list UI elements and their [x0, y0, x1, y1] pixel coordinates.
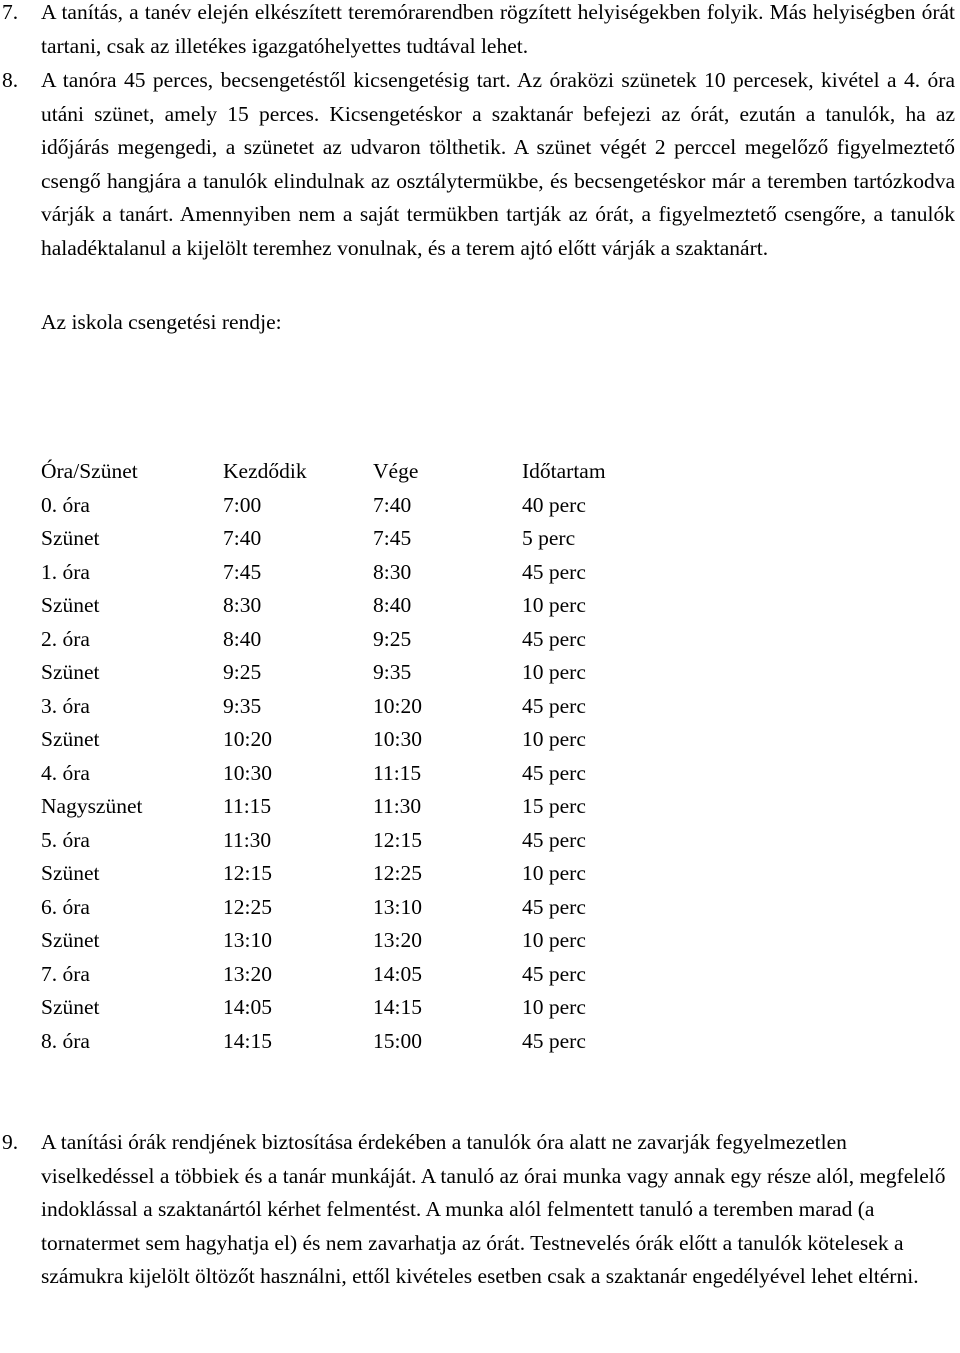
rule-item-7: [0, 0, 955, 63]
cell-start: 13:20: [223, 961, 272, 986]
cell-period: Szünet: [41, 660, 100, 684]
cell-duration: 45 perc: [522, 559, 586, 584]
cell-end: 13:20: [373, 928, 422, 952]
item-number: 9.: [2, 1130, 19, 1154]
cell-start: 9:25: [223, 660, 262, 684]
cell-period: 2. óra: [41, 626, 90, 651]
cell-start: 14:15: [223, 1028, 272, 1053]
cell-duration: 10 perc: [522, 727, 586, 751]
cell-period: 4. óra: [41, 760, 90, 785]
cell-end: 12:15: [373, 827, 422, 852]
cell-period: 0. óra: [41, 492, 90, 517]
item-paragraph: A tanóra 45 perces, becsengetéstől kicsengetésig tart. Az óraközi szünetek 10 percesek, kivétel a 4. óra utáni szünet, amely 15 perces. Kicsengetéskor a szaktanár befejezi az órát, ezután a tanulók, ha az időjárás megengedi, a szünetet az udvaron tölthetik. A szünet végét 2 perccel megelőző figyelmeztető csengő hangjára a tanulók elindulnak az osztálytermükbe, és becsengetéskor már a teremben tartózkodva várják a tanárt. Amennyiben nem a saját termükben tartják az órát, a figyelmeztető csengőre, a tanulók haladéktalanul a kijelölt teremhez vonulnak, és a terem ajtó előtt várják a szaktanárt.: [41, 68, 955, 260]
cell-end: 15:00: [373, 1028, 422, 1053]
cell-duration: 15 perc: [522, 794, 586, 818]
cell-start: 11:30: [223, 827, 272, 852]
cell-end: 10:20: [373, 693, 422, 718]
cell-start: 13:10: [223, 928, 272, 952]
cell-period: Nagyszünet: [41, 794, 143, 818]
cell-end: 7:45: [373, 526, 412, 550]
cell-start: 12:15: [223, 861, 272, 885]
cell-start: 7:00: [223, 492, 262, 517]
cell-duration: 45 perc: [522, 1028, 586, 1053]
cell-duration: 45 perc: [522, 760, 586, 785]
header-period: Óra/Szünet: [41, 459, 138, 483]
cell-end: 8:30: [373, 559, 412, 584]
cell-end: 7:40: [373, 492, 412, 517]
cell-end: 10:30: [373, 727, 422, 751]
cell-period: 3. óra: [41, 693, 90, 718]
cell-start: 7:40: [223, 526, 262, 550]
cell-start: 12:25: [223, 894, 272, 919]
header-duration: Időtartam: [522, 459, 606, 483]
cell-period: Szünet: [41, 727, 100, 751]
cell-end: 13:10: [373, 894, 422, 919]
cell-duration: 45 perc: [522, 827, 586, 852]
schedule-caption: Az iskola csengetési rendje:: [41, 310, 282, 334]
cell-end: 14:05: [373, 961, 422, 986]
rule-item-8: [0, 64, 955, 265]
header-end: Vége: [373, 459, 419, 483]
cell-period: Szünet: [41, 861, 100, 885]
cell-period: 6. óra: [41, 894, 90, 919]
cell-duration: 45 perc: [522, 894, 586, 919]
item-paragraph: A tanítás, a tanév elején elkészített teremórarendben rögzített helyiségekben folyik. Más helyiségben órát tartani, csak az illetékes igazgatóhelyettes tudtával lehet.: [41, 0, 955, 58]
cell-period: Szünet: [41, 928, 100, 952]
item-paragraph: A tanítási órák rendjének biztosítása érdekében a tanulók óra alatt ne zavarják fegyelmezetlen viselkedéssel a többiek és a tanár munkáját. A tanuló az órai munka vagy annak egy része alól, megfelelő indoklással a szaktanártól kérhet felmentést. A munka alól felmentett tanuló a teremben marad (a tornatermet sem hagyhatja el) és nem zavarhatja az órát. Testnevelés órák előtt a tanulók kötelesek a számukra kijelölt öltözőt használni, ettől kivételes esetben csak a szaktanár engedélyével lehet eltérni.: [41, 1130, 946, 1288]
cell-duration: 40 perc: [522, 492, 586, 517]
cell-start: 10:30: [223, 760, 272, 785]
cell-duration: 10 perc: [522, 995, 586, 1019]
cell-period: 5. óra: [41, 827, 90, 852]
cell-duration: 10 perc: [522, 861, 586, 885]
cell-period: Szünet: [41, 995, 100, 1019]
cell-period: Szünet: [41, 526, 100, 550]
cell-end: 14:15: [373, 995, 422, 1019]
cell-end: 11:30: [373, 794, 422, 818]
cell-start: 9:35: [223, 693, 262, 718]
cell-duration: 5 perc: [522, 526, 576, 550]
cell-period: Szünet: [41, 593, 100, 617]
cell-end: 9:25: [373, 626, 412, 651]
cell-start: 8:40: [223, 626, 262, 651]
header-start: Kezdődik: [223, 459, 307, 483]
cell-start: 7:45: [223, 559, 262, 584]
cell-duration: 10 perc: [522, 660, 586, 684]
cell-duration: 45 perc: [522, 626, 586, 651]
cell-duration: 10 perc: [522, 928, 586, 952]
item-number: 7.: [2, 0, 19, 24]
cell-period: 1. óra: [41, 559, 90, 584]
item-number: 8.: [2, 68, 19, 92]
cell-start: 10:20: [223, 727, 272, 751]
cell-start: 8:30: [223, 593, 262, 617]
cell-period: 7. óra: [41, 961, 90, 986]
cell-end: 12:25: [373, 861, 422, 885]
cell-end: 8:40: [373, 593, 412, 617]
cell-end: 11:15: [373, 760, 422, 785]
cell-start: 11:15: [223, 794, 272, 818]
rule-item-9: [0, 1126, 955, 1294]
cell-period: 8. óra: [41, 1028, 90, 1053]
cell-end: 9:35: [373, 660, 412, 684]
cell-start: 14:05: [223, 995, 272, 1019]
cell-duration: 10 perc: [522, 593, 586, 617]
cell-duration: 45 perc: [522, 961, 586, 986]
cell-duration: 45 perc: [522, 693, 586, 718]
